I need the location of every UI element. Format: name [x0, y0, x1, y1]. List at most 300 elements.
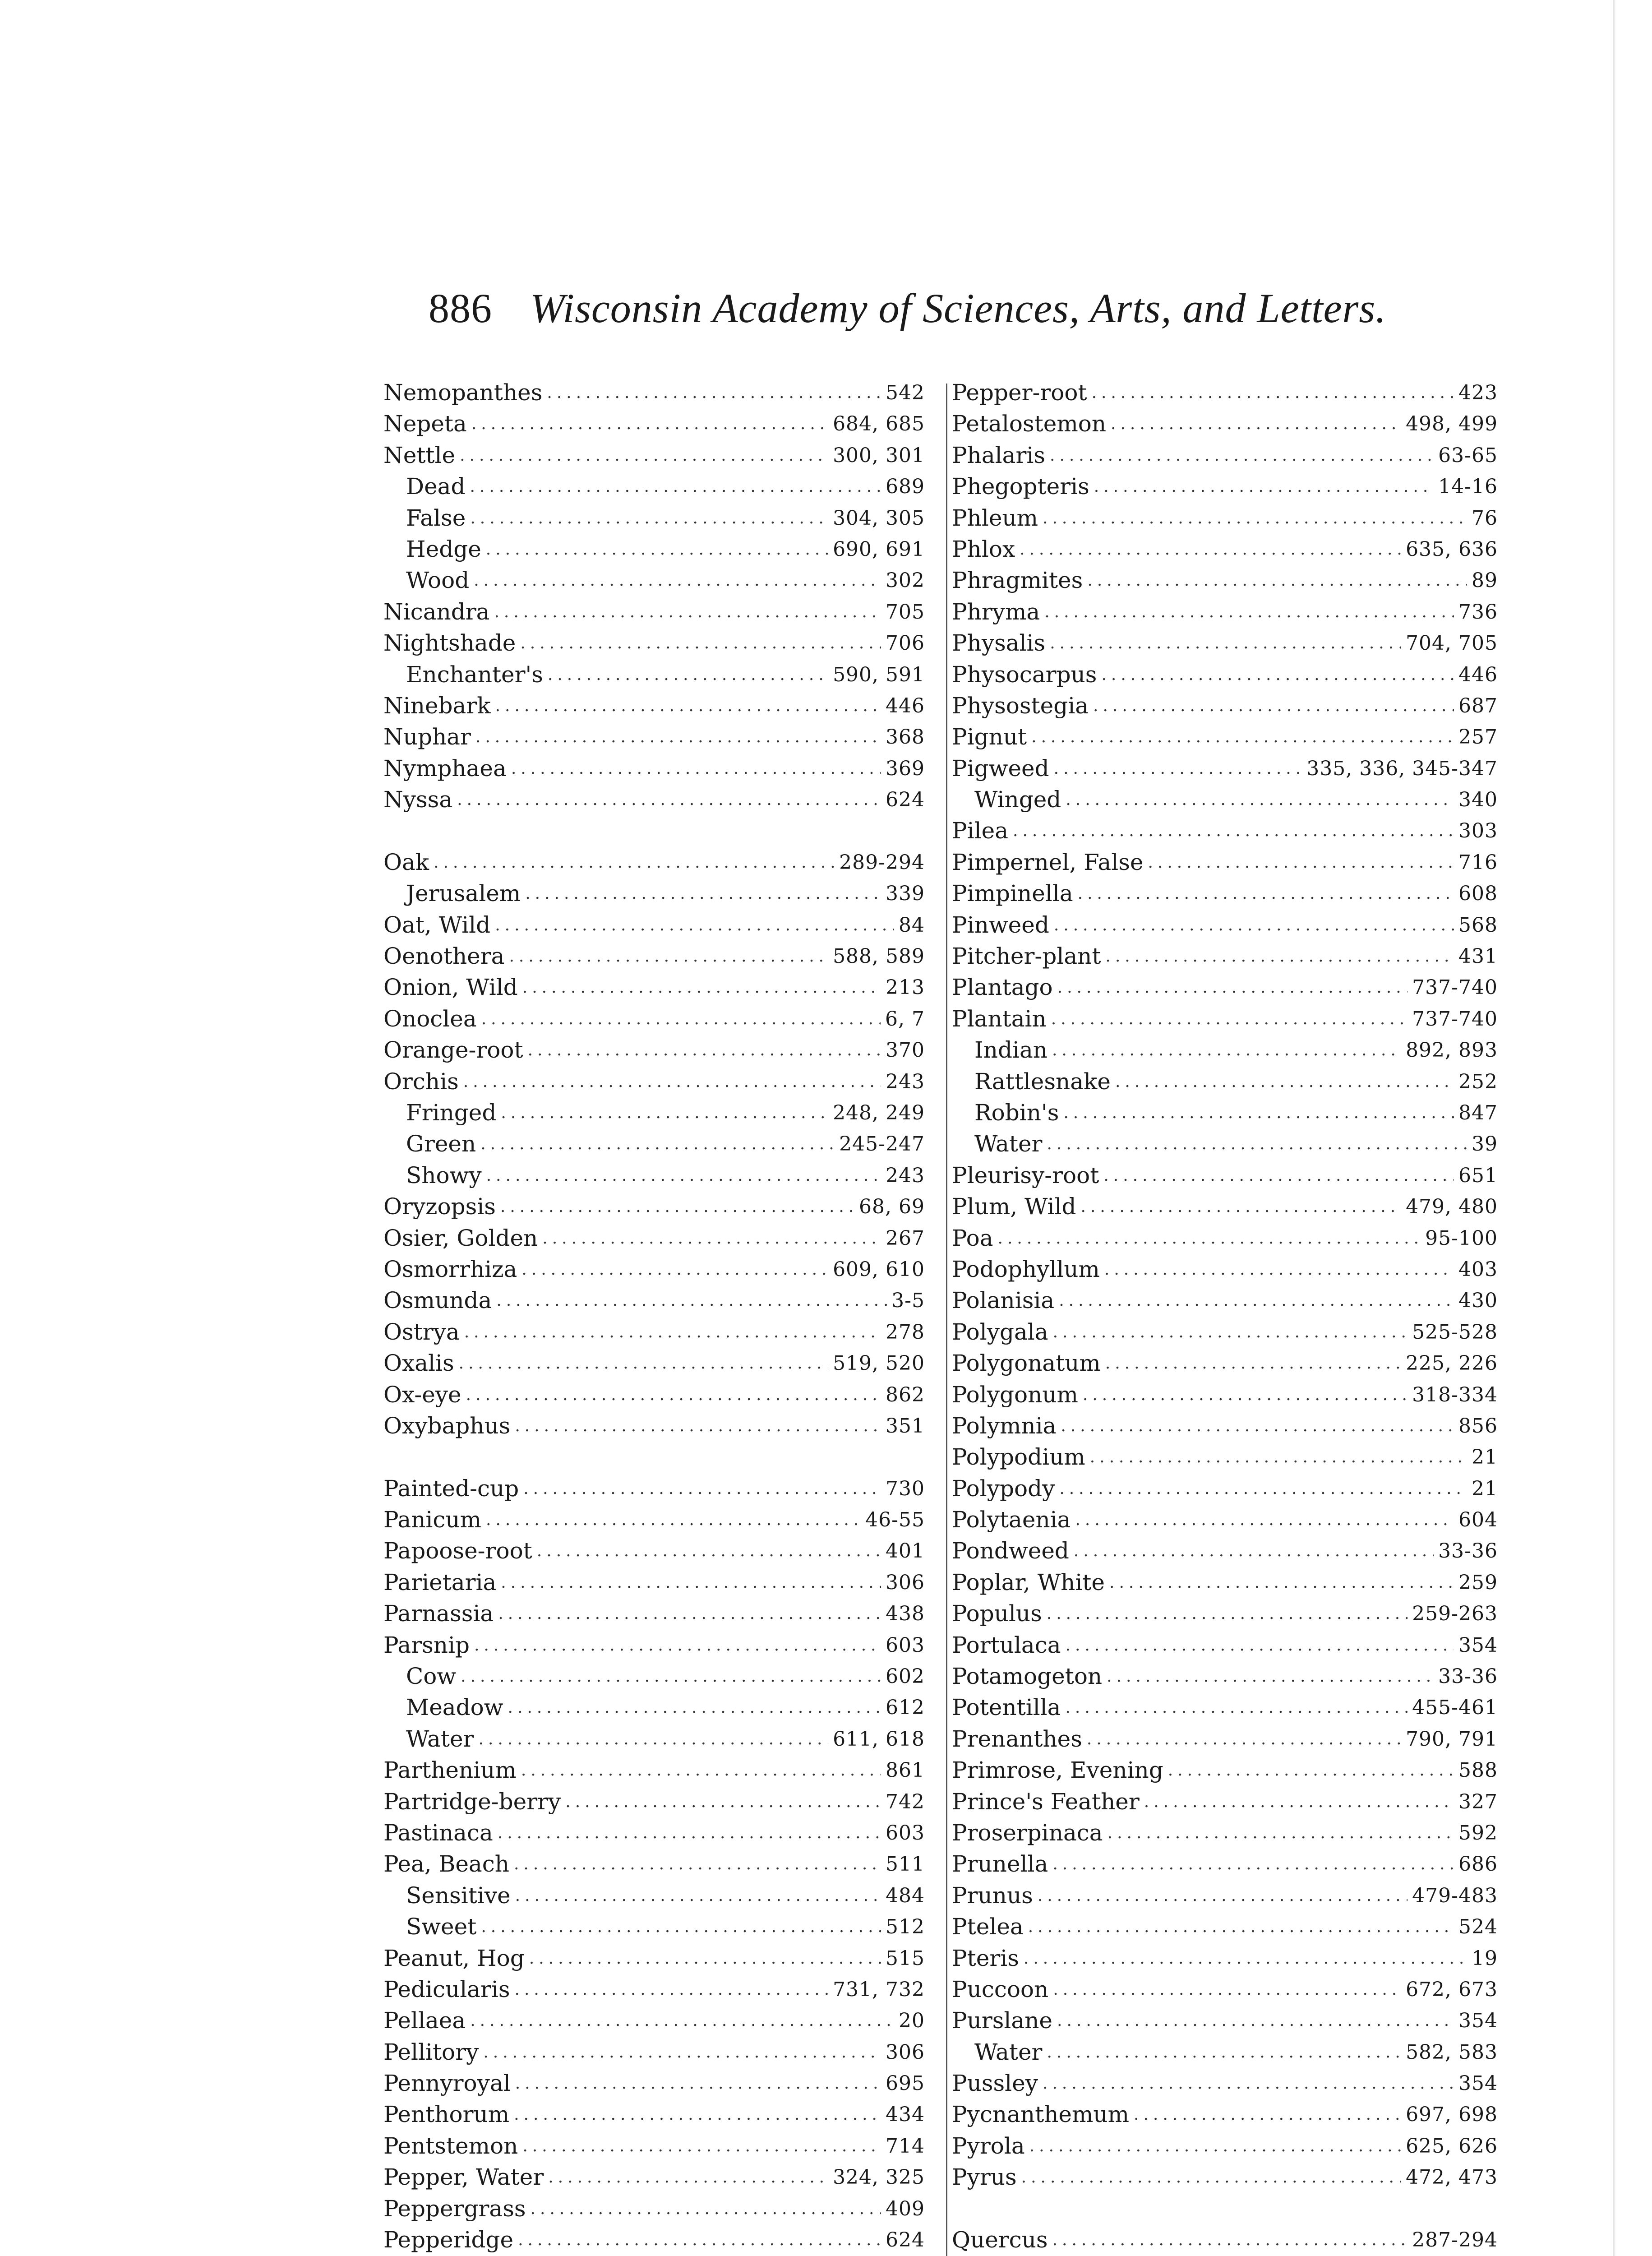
dot-leader — [1059, 1285, 1454, 1316]
index-term: Pyrola — [952, 2132, 1025, 2159]
index-pages: 455-461 — [1412, 1696, 1498, 1720]
index-term: Prince's Feather — [952, 1788, 1140, 1815]
index-term: Jerusalem — [406, 880, 521, 907]
index-pages: 248, 249 — [833, 1101, 925, 1124]
index-pages: 686 — [1458, 1853, 1498, 1876]
index-term: Pepperidge — [383, 2227, 514, 2253]
index-term: Oenothera — [383, 943, 505, 970]
index-term: Parsnip — [383, 1632, 470, 1658]
index-pages: 302 — [886, 569, 925, 592]
index-term: Painted-cup — [383, 1475, 519, 1502]
index-pages: 76 — [1472, 506, 1498, 530]
dot-leader — [1052, 2224, 1408, 2256]
dot-leader — [515, 1410, 881, 1442]
dot-leader — [521, 1254, 828, 1285]
dot-leader — [548, 659, 828, 690]
index-entry — [383, 1911, 925, 1942]
index-pages: 39 — [1472, 1133, 1498, 1156]
index-pages: 651 — [1458, 1164, 1498, 1187]
index-pages: 225, 226 — [1406, 1352, 1498, 1375]
index-term: Primrose, Evening — [952, 1757, 1163, 1784]
dot-leader — [1063, 1097, 1454, 1128]
dot-leader — [1053, 1317, 1408, 1348]
index-entry — [383, 565, 925, 596]
index-pages: 63-65 — [1438, 444, 1498, 467]
index-entry — [383, 1880, 925, 1911]
dot-leader — [483, 2037, 881, 2068]
dot-leader — [1047, 1128, 1467, 1160]
dot-leader — [459, 1348, 828, 1379]
dot-leader — [474, 565, 881, 596]
index-term: False — [406, 504, 466, 531]
index-term: Poplar, White — [952, 1569, 1105, 1595]
index-term: Quercus — [952, 2227, 1048, 2253]
index-term: Osier, Golden — [383, 1225, 538, 1251]
index-term: Nymphaea — [383, 755, 507, 781]
index-pages: 19 — [1472, 1946, 1498, 1970]
index-term: Physostegia — [952, 692, 1089, 719]
index-pages: 267 — [886, 1226, 925, 1250]
index-pages: 690, 691 — [833, 537, 925, 561]
index-entry — [952, 2162, 1498, 2193]
index-term: Potentilla — [952, 1694, 1061, 1721]
dot-leader — [1144, 1786, 1454, 1817]
index-pages: 446 — [1458, 663, 1498, 686]
dot-leader — [1087, 1724, 1401, 1755]
index-entry — [952, 1630, 1498, 1661]
index-entry — [952, 972, 1498, 1003]
index-entry — [383, 878, 925, 909]
index-pages: 695 — [886, 2072, 925, 2095]
index-entry — [952, 1974, 1498, 2005]
index-entry — [952, 1128, 1498, 1160]
dot-leader — [1092, 377, 1454, 408]
dot-leader — [1047, 2037, 1401, 2068]
index-term: Proserpinaca — [952, 1819, 1103, 1846]
index-pages: 68, 69 — [859, 1195, 925, 1219]
index-term: Pleurisy-root — [952, 1162, 1099, 1188]
index-pages: 472, 473 — [1406, 2166, 1498, 2189]
index-pages: 736 — [1458, 600, 1498, 624]
index-spacer — [952, 2193, 1498, 2224]
index-term: Oat, Wild — [383, 911, 491, 938]
index-entry — [952, 1755, 1498, 1786]
index-pages: 401 — [886, 1539, 925, 1563]
dot-leader — [501, 1097, 828, 1128]
dot-leader — [1104, 1254, 1454, 1285]
index-term: Phragmites — [952, 567, 1083, 594]
index-term: Hedge — [406, 536, 481, 562]
index-entry — [383, 690, 925, 721]
index-entry — [952, 721, 1498, 753]
index-entry — [952, 753, 1498, 784]
index-entry — [952, 2131, 1498, 2162]
index-entry — [952, 1661, 1498, 1692]
dot-leader — [1043, 503, 1467, 534]
dot-leader — [466, 1379, 881, 1410]
index-pages: 403 — [1458, 1257, 1498, 1281]
index-pages: 33-36 — [1438, 1665, 1498, 1688]
index-term: Parietaria — [383, 1569, 497, 1595]
index-pages: 525-528 — [1412, 1320, 1498, 1344]
index-entry — [952, 1504, 1498, 1535]
index-pages: 519, 520 — [833, 1352, 925, 1375]
dot-leader — [486, 1160, 881, 1191]
index-pages: 368 — [886, 726, 925, 749]
dot-leader — [1074, 1535, 1434, 1567]
index-term: Showy — [406, 1162, 482, 1188]
index-entry — [383, 1035, 925, 1066]
index-pages: 304, 305 — [833, 506, 925, 530]
index-term: Pigweed — [952, 755, 1049, 781]
index-term: Prunus — [952, 1882, 1033, 1909]
index-pages: 20 — [899, 2009, 925, 2033]
index-entry — [383, 1410, 925, 1442]
index-entry — [383, 753, 925, 784]
index-term: Portulaca — [952, 1632, 1061, 1658]
index-pages: 861 — [886, 1759, 925, 1782]
dot-leader — [1029, 2131, 1401, 2162]
index-term: Onion, Wild — [383, 974, 518, 1001]
dot-leader — [1050, 440, 1434, 471]
index-pages: 790, 791 — [1406, 1727, 1498, 1751]
index-term: Nuphar — [383, 724, 471, 750]
dot-leader — [1052, 1849, 1454, 1880]
dot-leader — [521, 1755, 881, 1786]
index-pages: 731, 732 — [833, 1978, 925, 2001]
index-entry — [383, 721, 925, 753]
dot-leader — [1021, 2162, 1401, 2193]
index-pages: 687 — [1458, 694, 1498, 717]
index-pages: 612 — [886, 1696, 925, 1720]
dot-leader — [1043, 2068, 1454, 2099]
index-term: Pellaea — [383, 2007, 466, 2034]
index-term: Wood — [406, 567, 470, 594]
dot-leader — [1065, 1692, 1407, 1723]
index-term: Nemopanthes — [383, 379, 543, 406]
dot-leader — [486, 1504, 861, 1535]
index-term: Plantain — [952, 1005, 1047, 1032]
index-term: Sensitive — [406, 1882, 511, 1909]
index-entry — [952, 690, 1498, 721]
dot-leader — [515, 2068, 881, 2099]
index-column-right — [952, 377, 1498, 2256]
index-entry — [952, 2037, 1498, 2068]
index-pages: 742 — [886, 1790, 925, 1813]
index-pages: 512 — [886, 1915, 925, 1939]
index-term: Pteris — [952, 1945, 1019, 1971]
dot-leader — [478, 1724, 828, 1755]
index-term: Pennyroyal — [383, 2070, 511, 2097]
index-pages: 409 — [886, 2197, 925, 2220]
index-entry — [383, 1379, 925, 1410]
index-entry — [952, 1066, 1498, 1097]
index-pages: 592 — [1458, 1821, 1498, 1845]
index-pages: 423 — [1458, 381, 1498, 404]
index-pages: 892, 893 — [1406, 1039, 1498, 1062]
index-term: Phleum — [952, 504, 1038, 531]
index-entry — [383, 1285, 925, 1316]
dot-leader — [457, 784, 881, 815]
dot-leader — [1101, 659, 1454, 690]
index-term: Pussley — [952, 2070, 1038, 2097]
index-entry — [383, 1066, 925, 1097]
index-entry — [383, 1598, 925, 1629]
index-spacer — [383, 815, 925, 846]
index-entry — [952, 534, 1498, 565]
index-term: Podophyllum — [952, 1256, 1100, 1282]
index-pages: 737-740 — [1412, 976, 1498, 999]
index-pages: 511 — [886, 1853, 925, 1876]
index-pages: 479, 480 — [1406, 1195, 1498, 1219]
dot-leader — [495, 690, 881, 721]
dot-leader — [1148, 847, 1454, 878]
dot-leader — [486, 534, 828, 565]
dot-leader — [528, 1035, 881, 1066]
index-pages: 431 — [1458, 945, 1498, 968]
index-term: Robin's — [974, 1099, 1059, 1126]
index-entry — [952, 1191, 1498, 1222]
index-term: Prunella — [952, 1851, 1048, 1877]
index-pages: 862 — [886, 1383, 925, 1406]
index-term: Oak — [383, 849, 429, 875]
dot-leader — [1168, 1755, 1454, 1786]
dot-leader — [1107, 1817, 1454, 1849]
dot-leader — [1057, 2005, 1454, 2036]
index-term: Polymnia — [952, 1412, 1057, 1439]
index-term: Panicum — [383, 1507, 482, 1533]
index-entry — [952, 565, 1498, 596]
index-entry — [952, 1160, 1498, 1191]
index-entry — [952, 596, 1498, 628]
index-entry — [383, 2193, 925, 2224]
index-term: Indian — [974, 1037, 1047, 1063]
index-entry — [383, 1191, 925, 1222]
index-entry — [952, 628, 1498, 659]
index-term: Partridge-berry — [383, 1788, 561, 1815]
running-title: Wisconsin Academy of Sciences, Arts, and Letters. — [530, 285, 1387, 331]
index-pages: 340 — [1458, 788, 1498, 812]
dot-leader — [1031, 721, 1454, 753]
index-pages: 498, 499 — [1406, 412, 1498, 436]
index-entry — [383, 941, 925, 972]
dot-leader — [1066, 784, 1454, 815]
index-entry — [383, 1160, 925, 1191]
index-pages: 438 — [886, 1602, 925, 1626]
index-pages: 354 — [1458, 2009, 1498, 2033]
index-entry — [383, 1630, 925, 1661]
index-entry — [383, 1504, 925, 1535]
index-pages: 6, 7 — [885, 1007, 925, 1031]
index-entry — [383, 377, 925, 408]
index-entry — [383, 408, 925, 439]
index-entry — [383, 1849, 925, 1880]
index-pages: 95-100 — [1425, 1226, 1498, 1250]
dot-leader — [998, 1223, 1421, 1254]
index-term: Pondweed — [952, 1538, 1069, 1564]
index-entry — [952, 1943, 1498, 1974]
dot-leader — [1013, 815, 1454, 846]
dot-leader — [531, 2193, 881, 2224]
index-pages: 257 — [1458, 726, 1498, 749]
index-entry — [383, 2131, 925, 2162]
index-pages: 370 — [886, 1039, 925, 1062]
index-term: Orange-root — [383, 1037, 523, 1063]
index-term: Ninebark — [383, 692, 491, 719]
index-term: Pycnanthemum — [952, 2101, 1130, 2128]
index-entry — [383, 2068, 925, 2099]
index-entry — [952, 1254, 1498, 1285]
dot-leader — [547, 377, 881, 408]
dot-leader — [520, 628, 881, 659]
dot-leader — [463, 1066, 881, 1097]
dot-leader — [1052, 1035, 1401, 1066]
dot-leader — [522, 972, 881, 1003]
dot-leader — [508, 1692, 881, 1723]
dot-leader — [434, 847, 835, 878]
index-entry — [383, 659, 925, 690]
dot-leader — [1090, 1442, 1467, 1473]
index-entry — [383, 2099, 925, 2130]
dot-leader — [514, 1849, 881, 1880]
dot-leader — [1038, 1880, 1407, 1911]
dot-leader — [481, 1911, 881, 1942]
dot-leader — [515, 1880, 881, 1911]
dot-leader — [1078, 878, 1454, 909]
index-term: Polygonatum — [952, 1350, 1101, 1377]
index-pages: 716 — [1458, 851, 1498, 874]
index-entry — [952, 1348, 1498, 1379]
dot-leader — [1020, 534, 1401, 565]
index-pages: 737-740 — [1412, 1007, 1498, 1031]
index-term: Nyssa — [383, 786, 453, 813]
index-entry — [383, 847, 925, 878]
index-pages: 354 — [1458, 2072, 1498, 2095]
dot-leader — [514, 2099, 881, 2130]
index-entry — [383, 784, 925, 815]
index-pages: 434 — [886, 2103, 925, 2127]
index-term: Pentstemon — [383, 2132, 518, 2159]
index-entry — [952, 2099, 1498, 2130]
index-entry — [952, 1786, 1498, 1817]
index-entry — [383, 1943, 925, 1974]
dot-leader — [470, 503, 828, 534]
index-pages: 278 — [886, 1320, 925, 1344]
index-pages: 524 — [1458, 1915, 1498, 1939]
dot-leader — [475, 721, 881, 753]
index-pages: 856 — [1458, 1414, 1498, 1438]
index-term: Parnassia — [383, 1600, 494, 1627]
index-pages: 625, 626 — [1406, 2134, 1498, 2158]
column-divider — [946, 384, 947, 2256]
index-term: Pepper, Water — [383, 2164, 544, 2191]
dot-leader — [481, 1003, 881, 1035]
index-pages: 327 — [1458, 1790, 1498, 1813]
index-term: Polygonum — [952, 1381, 1078, 1408]
index-column-left — [383, 377, 925, 2256]
index-term: Oryzopsis — [383, 1193, 496, 1220]
index-term: Parthenium — [383, 1757, 517, 1784]
index-entry — [383, 596, 925, 628]
index-pages: 21 — [1472, 1477, 1498, 1500]
dot-leader — [1081, 1191, 1402, 1222]
index-term: Enchanter's — [406, 661, 543, 688]
dot-leader — [1094, 471, 1434, 502]
index-entry — [952, 1317, 1498, 1348]
dot-leader — [461, 1661, 881, 1692]
index-pages: 479-483 — [1412, 1884, 1498, 1907]
index-pages: 289-294 — [839, 851, 925, 874]
dot-leader — [470, 2005, 894, 2036]
index-entry — [952, 815, 1498, 846]
index-pages: 684, 685 — [833, 412, 925, 436]
index-pages: 624 — [886, 2228, 925, 2252]
index-pages: 245-247 — [839, 1133, 925, 1156]
index-term: Nepeta — [383, 411, 467, 437]
dot-leader — [1024, 1943, 1467, 1974]
index-term: Osmunda — [383, 1287, 492, 1314]
index-term: Nicandra — [383, 598, 490, 625]
index-term: Orchis — [383, 1068, 459, 1095]
index-pages: 324, 325 — [833, 2166, 925, 2189]
index-term: Nettle — [383, 442, 456, 468]
index-pages: 704, 705 — [1406, 632, 1498, 655]
dot-leader — [1059, 1473, 1467, 1504]
index-term: Rattlesnake — [974, 1068, 1111, 1095]
index-term: Sweet — [406, 1914, 477, 1940]
index-term: Nightshade — [383, 630, 516, 656]
index-term: Polytaenia — [952, 1507, 1071, 1533]
index-entry — [383, 1974, 925, 2005]
dot-leader — [480, 1128, 835, 1160]
index-pages: 33-36 — [1438, 1539, 1498, 1563]
index-pages: 89 — [1472, 569, 1498, 592]
index-entry — [383, 503, 925, 534]
index-pages: 714 — [886, 2134, 925, 2158]
index-pages: 259-263 — [1412, 1602, 1498, 1626]
index-pages: 603 — [886, 1821, 925, 1845]
index-term: Physocarpus — [952, 661, 1097, 688]
index-entry — [952, 440, 1498, 471]
index-term: Polanisia — [952, 1287, 1055, 1314]
index-entry — [952, 1285, 1498, 1316]
dot-leader — [525, 878, 881, 909]
index-entry — [952, 847, 1498, 878]
index-entry — [952, 1692, 1498, 1723]
index-term: Prenanthes — [952, 1725, 1082, 1752]
dot-leader — [460, 440, 828, 471]
page-number: 886 — [429, 285, 492, 331]
index-pages: 705 — [886, 600, 925, 624]
index-entry — [383, 1254, 925, 1285]
index-entry — [383, 1535, 925, 1567]
index-term: Pignut — [952, 724, 1027, 750]
index-pages: 542 — [886, 381, 925, 404]
index-pages: 369 — [886, 757, 925, 780]
index-term: Meadow — [406, 1694, 503, 1721]
index-pages: 21 — [1472, 1446, 1498, 1469]
index-pages: 602 — [886, 1665, 925, 1688]
index-entry — [383, 1724, 925, 1755]
index-term: Polypodium — [952, 1444, 1085, 1470]
index-spacer — [383, 1442, 925, 1473]
index-term: Penthorum — [383, 2101, 510, 2128]
index-term: Plantago — [952, 974, 1053, 1001]
index-entry — [952, 2005, 1498, 2036]
dot-leader — [496, 1285, 887, 1316]
dot-leader — [471, 408, 828, 439]
dot-leader — [548, 2162, 828, 2193]
